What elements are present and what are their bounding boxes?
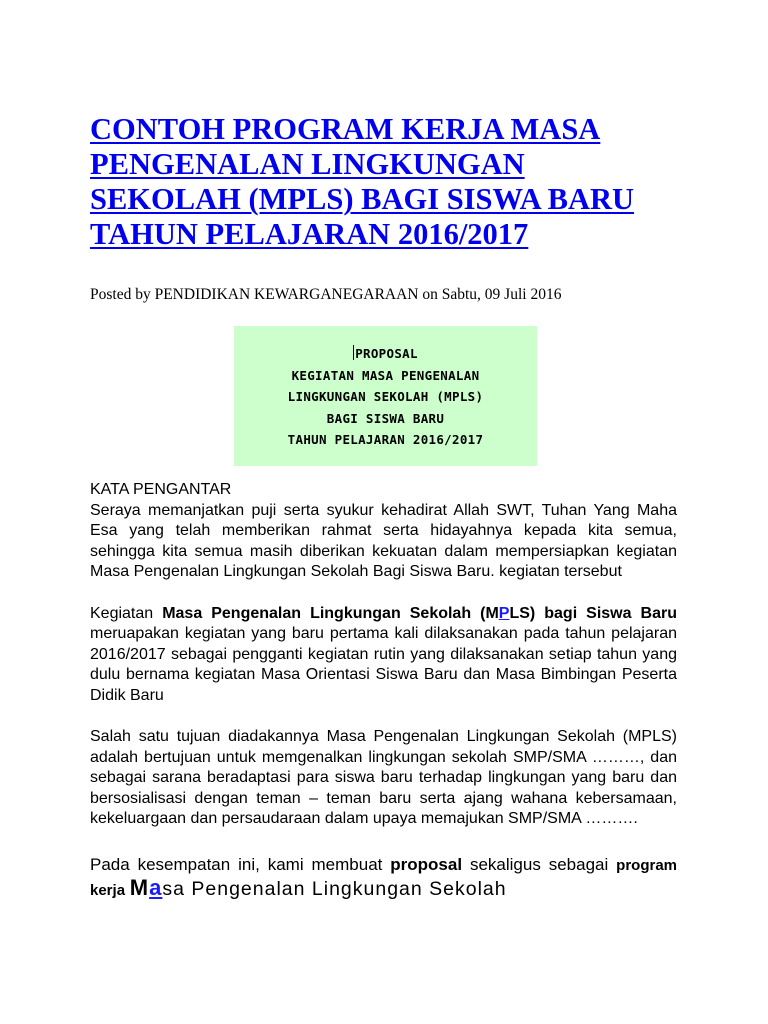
- paragraph-4: [90, 854, 677, 902]
- p4-bold-proposal: proposal: [390, 854, 463, 874]
- p2-rest: meruapakan kegiatan yang baru pertama kali dilaksanakan pada tahun pelajaran 2016/2017 sebagai pengganti kegiatan rutin yang dilaksanakan setiap tahun yang dulu bernama kegiatan Masa Orientasi Siswa Baru dan Masa Bimbingan Peserta Didik Baru: [90, 625, 677, 704]
- proposal-line-4: BAGI SISWA BARU: [326, 410, 445, 426]
- p4-tail-text: sa Pengenalan Lingkungan Sekolah: [162, 877, 507, 900]
- p4-lead: Pada kesempatan ini, kami membuat: [90, 854, 391, 874]
- p4-link-letter[interactable]: a: [149, 874, 163, 900]
- p2-bold-1: Masa Pengenalan Lingkungan Sekolah (M: [162, 604, 499, 622]
- p4-mid: sekaligus sebagai: [462, 854, 617, 874]
- article-title-link[interactable]: CONTOH PROGRAM KERJA MASA PENGENALAN LINGKUNGAN SEKOLAH (MPLS) BAGI SISWA BARU TAHUN PELAJARAN 2016/2017: [90, 112, 635, 251]
- proposal-line-3: LINGKUNGAN SEKOLAH (MPLS): [287, 389, 484, 405]
- p2-link-letter[interactable]: P: [498, 604, 510, 622]
- proposal-line-5: TAHUN PELAJARAN 2016/2017: [287, 432, 484, 448]
- proposal-line-2: KEGIATAN MASA PENGENALAN: [291, 367, 480, 383]
- post-meta: Posted by PENDIDIKAN KEWARGANEGARAAN on Sabtu, 09 Juli 2016: [90, 286, 562, 303]
- p4-letter-m: M: [129, 874, 150, 900]
- proposal-line-1-text: PROPOSAL: [355, 346, 418, 362]
- paragraph-2: [90, 604, 677, 707]
- proposal-cover-box: [234, 326, 537, 466]
- section-heading: KATA PENGANTAR: [90, 481, 232, 498]
- p2-bold-2: LS) bagi Siswa Baru: [509, 604, 677, 622]
- proposal-line-1: [353, 343, 418, 365]
- paragraph-3: Salah satu tujuan diadakannya Masa Pengenalan Lingkungan Sekolah (MPLS) adalah bertujuan untuk memgenalkan lingkungan sekolah SMP/SMA ………, dan sebagai sarana beradaptasi para siswa baru terhadap lingkungan yang baru dan bersosialisasi dengan teman – teman baru serta ajang wahana kebersamaan, kekeluargaan dan persaudaraan dalam upaya memajukan SMP/SMA ……….: [90, 728, 677, 827]
- p4-tail: [129, 874, 507, 900]
- p4-program-kerja: program kerja: [90, 856, 678, 899]
- paragraph-1: Seraya memanjatkan puji serta syukur kehadirat Allah SWT, Tuhan Yang Maha Esa yang telah memberikan rahmat serta hidayahnya kepada kita semua, sehingga kita semua masih diberikan kekuatan dalam mempersiapkan kegiatan Masa Pengenalan Lingkungan Sekolah Bagi Siswa Baru. kegiatan tersebut: [90, 501, 677, 580]
- p2-lead: Kegiatan: [90, 604, 163, 622]
- document-page: [90, 112, 677, 902]
